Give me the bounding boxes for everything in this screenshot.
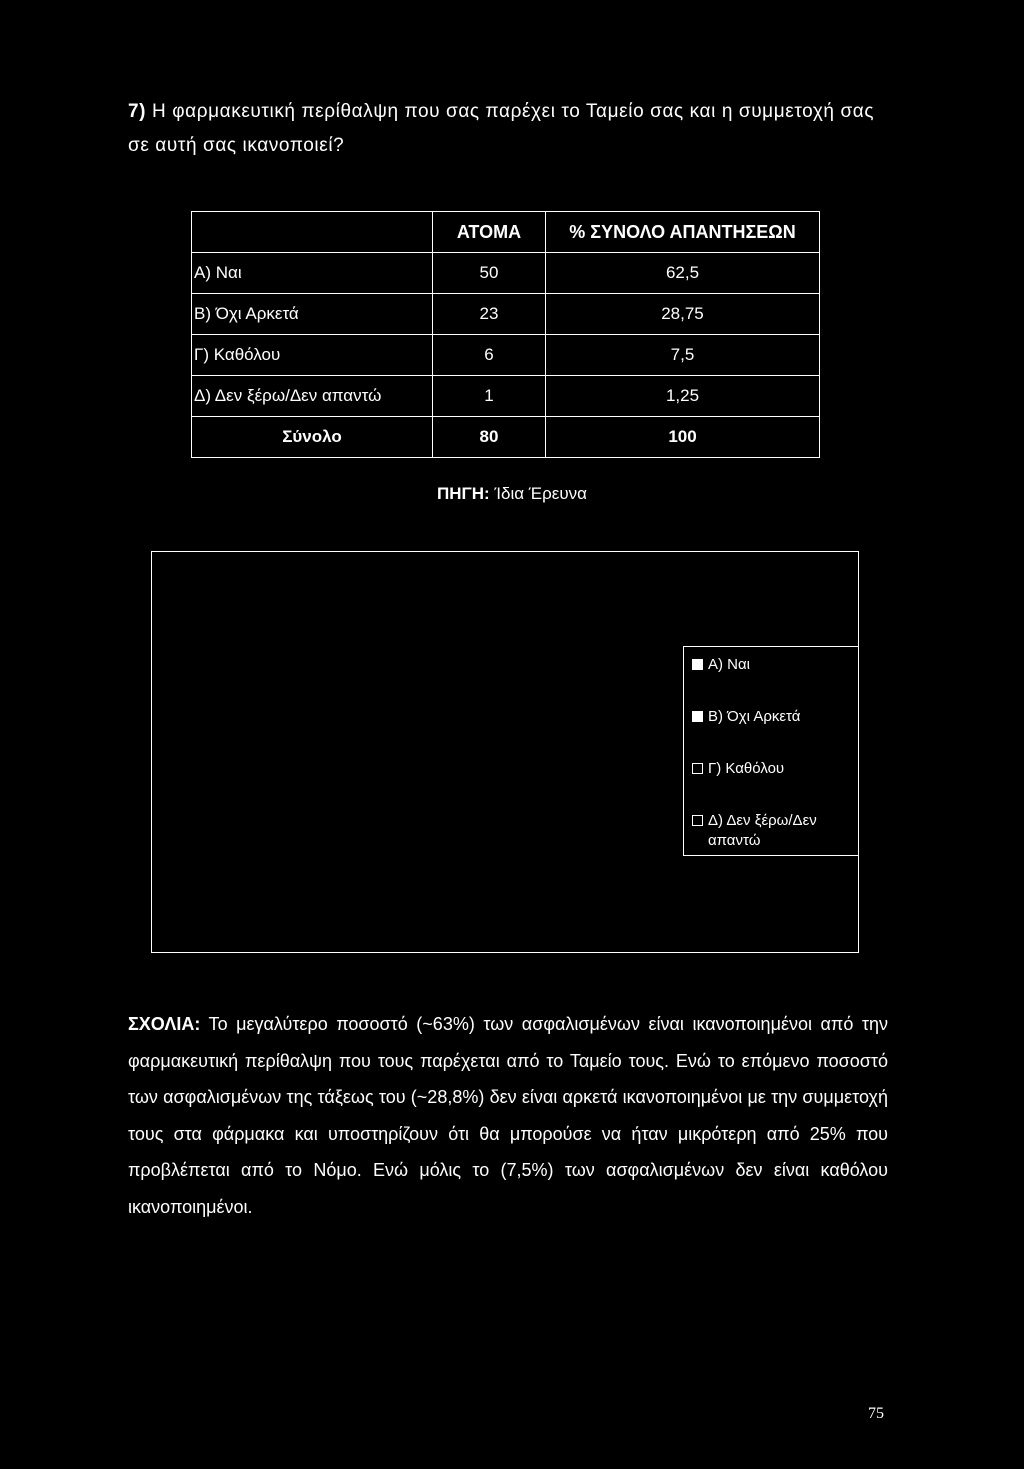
row-count: 23	[433, 294, 546, 335]
row-label: Δ) Δεν ξέρω/Δεν απαντώ	[192, 376, 433, 417]
legend-label-continued: απαντώ	[708, 832, 761, 849]
comments	[128, 1006, 888, 1225]
legend-label: Α) Ναι	[708, 656, 751, 673]
total-label: Σύνολο	[192, 417, 433, 458]
row-count: 1	[433, 376, 546, 417]
table-row	[192, 335, 820, 376]
table-total-row	[192, 417, 820, 458]
source-text: Ίδια Έρευνα	[494, 484, 587, 503]
legend-label: Β) Όχι Αρκετά	[708, 708, 801, 725]
legend-swatch	[692, 659, 703, 670]
table-row	[192, 376, 820, 417]
row-label: Γ) Καθόλου	[192, 335, 433, 376]
header-people: ΑΤΟΜΑ	[433, 212, 546, 253]
comments-text: Το μεγαλύτερο ποσοστό (~63%) των ασφαλισμένων είναι ικανοποιημένοι από την φαρμακευτική περίθαλψη που τους παρέχεται από το Ταμείο τους. Ενώ το επόμενο ποσοστό των ασφαλισμένων της τάξεως του (~28,8%) δεν είναι αρκετά ικανοποιημένοι με την συμμετοχή τους στα φάρμακα και υποστηρίζουν ότι θα μπορούσε να ήταν μικρότερη από 25% που προβλέπεται από το Νόμο. Ενώ μόλις το (7,5%) των ασφαλισμένων δεν είναι καθόλου ικανοποιημένοι.	[128, 1014, 888, 1217]
chart-legend	[683, 646, 859, 856]
header-percent: % ΣΥΝΟΛΟ ΑΠΑΝΤΗΣΕΩΝ	[546, 212, 820, 253]
row-percent: 28,75	[546, 294, 820, 335]
row-count: 50	[433, 253, 546, 294]
results-table	[191, 211, 820, 458]
legend-item	[692, 655, 750, 675]
legend-label: Δ) Δεν ξέρω/Δεν	[708, 812, 817, 829]
source-label: ΠΗΓΗ:	[437, 484, 490, 503]
row-label: Α) Ναι	[192, 253, 433, 294]
row-percent: 7,5	[546, 335, 820, 376]
legend-swatch	[692, 815, 703, 826]
row-count: 6	[433, 335, 546, 376]
total-percent: 100	[546, 417, 820, 458]
row-percent: 62,5	[546, 253, 820, 294]
legend-label: Γ) Καθόλου	[708, 760, 785, 777]
question-text: Η φαρμακευτική περίθαλψη που σας παρέχει το Ταμείο σας και η συμμετοχή σας σε αυτή σας ικανοποιεί?	[128, 101, 875, 156]
header-empty	[192, 212, 433, 253]
row-percent: 1,25	[546, 376, 820, 417]
source-line	[0, 484, 1024, 504]
total-count: 80	[433, 417, 546, 458]
question-number: 7)	[128, 101, 147, 122]
comments-label: ΣΧΟΛΙΑ:	[128, 1014, 201, 1034]
table-header-row	[192, 212, 820, 253]
table-row	[192, 294, 820, 335]
legend-swatch	[692, 711, 703, 722]
legend-item	[692, 759, 784, 779]
table-row	[192, 253, 820, 294]
question	[128, 95, 888, 163]
legend-item	[692, 707, 800, 727]
row-label: Β) Όχι Αρκετά	[192, 294, 433, 335]
legend-item	[692, 811, 817, 851]
page-number: 75	[868, 1405, 884, 1422]
legend-swatch	[692, 763, 703, 774]
